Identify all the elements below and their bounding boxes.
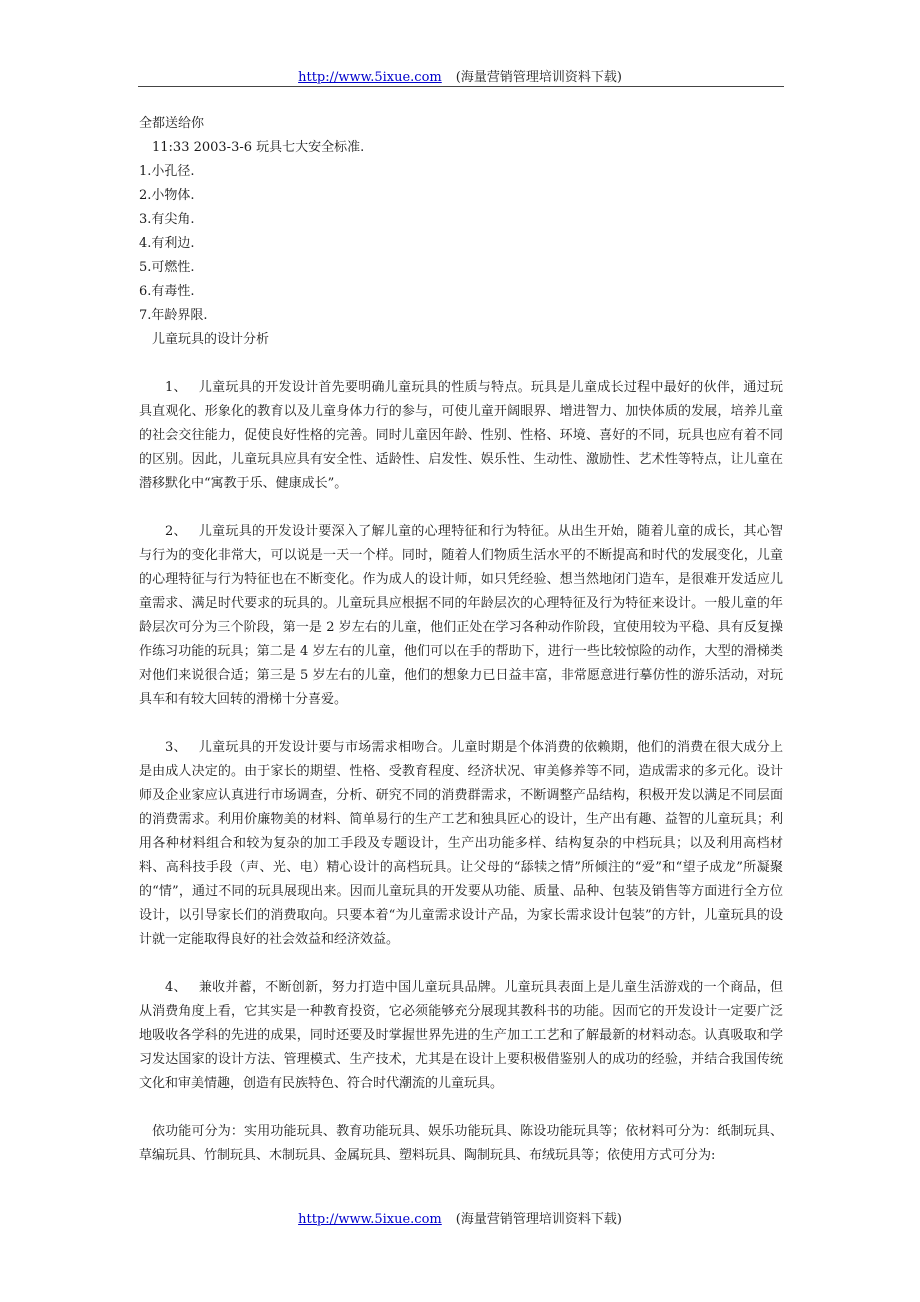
standard-item: 6.有毒性. bbox=[139, 284, 195, 299]
page-footer bbox=[0, 1208, 920, 1227]
closing-paragraph: 依功能可分为：实用功能玩具、教育功能玩具、娱乐功能玩具、陈设功能玩具等；依材料可分为：纸制玩具、草编玩具、竹制玩具、木制玩具、金属玩具、塑料玩具、陶制玩具、布绒玩具等；依使用方式可分为: bbox=[139, 1124, 783, 1163]
paragraph-1 bbox=[139, 376, 783, 496]
paragraph-number: 1、 bbox=[165, 380, 187, 395]
standard-item: 4.有利边. bbox=[139, 236, 195, 251]
page-header bbox=[0, 66, 920, 85]
paragraph-text: 兼收并蓄，不断创新，努力打造中国儿童玩具品牌。儿童玩具表面上是儿童生活游戏的一个商品，但从消费角度上看，它其实是一种教育投资，它必须能够充分展现其教科书的功能。因而它的开发设计一定要广泛地吸收各学科的先进的成果，同时还要及时掌握世界先进的生产加工工艺和了解最新的材料动态。认真吸取和学习发达国家的设计方法、管理模式、生产技术，尤其是在设计上要积极借鉴别人的成功的经验，并结合我国传统文化和审美情趣，创造有民族特色、符合时代潮流的儿童玩具。 bbox=[139, 980, 783, 1091]
standard-item: 2.小物体. bbox=[139, 188, 195, 203]
standard-item: 1.小孔径. bbox=[139, 164, 195, 179]
standard-item: 7.年龄界限. bbox=[139, 308, 208, 323]
paragraph-4 bbox=[139, 976, 783, 1096]
intro-line: 全都送给你 bbox=[139, 116, 205, 131]
footer-note: (海量营销管理培训资料下载) bbox=[455, 1212, 622, 1227]
timestamp-line: 11:33 2003-3-6 玩具七大安全标准. bbox=[152, 140, 365, 155]
header-note: (海量营销管理培训资料下载) bbox=[455, 70, 622, 85]
paragraph-number: 4、 bbox=[165, 980, 187, 995]
paragraph-text: 儿童玩具的开发设计首先要明确儿童玩具的性质与特点。玩具是儿童成长过程中最好的伙伴，通过玩具直观化、形象化的教育以及儿童身体力行的参与，可使儿童开阔眼界、增进智力、加快体质的发展，培养儿童的社会交往能力，促使良好性格的完善。同时儿童因年龄、性别、性格、环境、喜好的不同，玩具也应有着不同的区别。因此，儿童玩具应具有安全性、适龄性、启发性、娱乐性、生动性、激励性、艺术性等特点，让儿童在潜移默化中“寓教于乐、健康成长”。 bbox=[139, 380, 783, 491]
document-body bbox=[139, 112, 783, 1168]
paragraph-text: 儿童玩具的开发设计要与市场需求相吻合。儿童时期是个体消费的依赖期，他们的消费在很大成分上是由成人决定的。由于家长的期望、性格、受教育程度、经济状况、审美修养等不同，造成需求的多元化。设计师及企业家应认真进行市场调查，分析、研究不同的消费群需求，不断调整产品结构，积极开发以满足不同层面的消费需求。利用价廉物美的材料、简单易行的生产工艺和独具匠心的设计，生产出有趣、益智的儿童玩具；利用各种材料组合和较为复杂的加工手段及专题设计，生产出功能多样、结构复杂的中档玩具；以及利用高档材料、高科技手段（声、光、电）精心设计的高档玩具。让父母的“舔犊之情”所倾注的“爱”和“望子成龙”所凝聚的“情”，通过不同的玩具展现出来。因而儿童玩具的开发要从功能、质量、品种、包装及销售等方面进行全方位设计，以引导家长们的消费取向。只要本着“为儿童需求设计产品，为家长需求设计包装”的方针，儿童玩具的设计就一定能取得良好的社会效益和经济效益。 bbox=[139, 740, 783, 947]
header-divider bbox=[138, 86, 784, 87]
paragraph-text: 儿童玩具的开发设计要深入了解儿童的心理特征和行为特征。从出生开始，随着儿童的成长，其心智与行为的变化非常大，可以说是一天一个样。同时，随着人们物质生活水平的不断提高和时代的发展变化，儿童的心理特征与行为特征也在不断变化。作为成人的设计师，如只凭经验、想当然地闭门造车，是很难开发适应儿童需求、满足时代要求的玩具的。儿童玩具应根据不同的年龄层次的心理特征及行为特征来设计。一般儿童的年龄层次可分为三个阶段，第一是 2 岁左右的儿童，他们正处在学习各种动作阶段，宜使用较为平稳、具有反复操作练习功能的玩具；第二是 4 岁左右的儿童，他们可以在手的帮助下，进行一些比较惊险的动作，大型的滑梯类对他们来说很合适；第三是 5 岁左右的儿童，他们的想象力已日益丰富，非常愿意进行摹仿性的游乐活动，对玩具车和有较大回转的滑梯十分喜爱。 bbox=[139, 524, 783, 707]
paragraph-2 bbox=[139, 520, 783, 712]
section-title: 儿童玩具的设计分析 bbox=[152, 332, 270, 347]
footer-link[interactable]: http://www.5ixue.com bbox=[298, 1212, 442, 1227]
standard-item: 3.有尖角. bbox=[139, 212, 195, 227]
paragraph-number: 3、 bbox=[165, 740, 187, 755]
paragraph-number: 2、 bbox=[165, 524, 187, 539]
paragraph-3 bbox=[139, 736, 783, 952]
standard-item: 5.可燃性. bbox=[139, 260, 195, 275]
header-link[interactable]: http://www.5ixue.com bbox=[298, 70, 442, 85]
